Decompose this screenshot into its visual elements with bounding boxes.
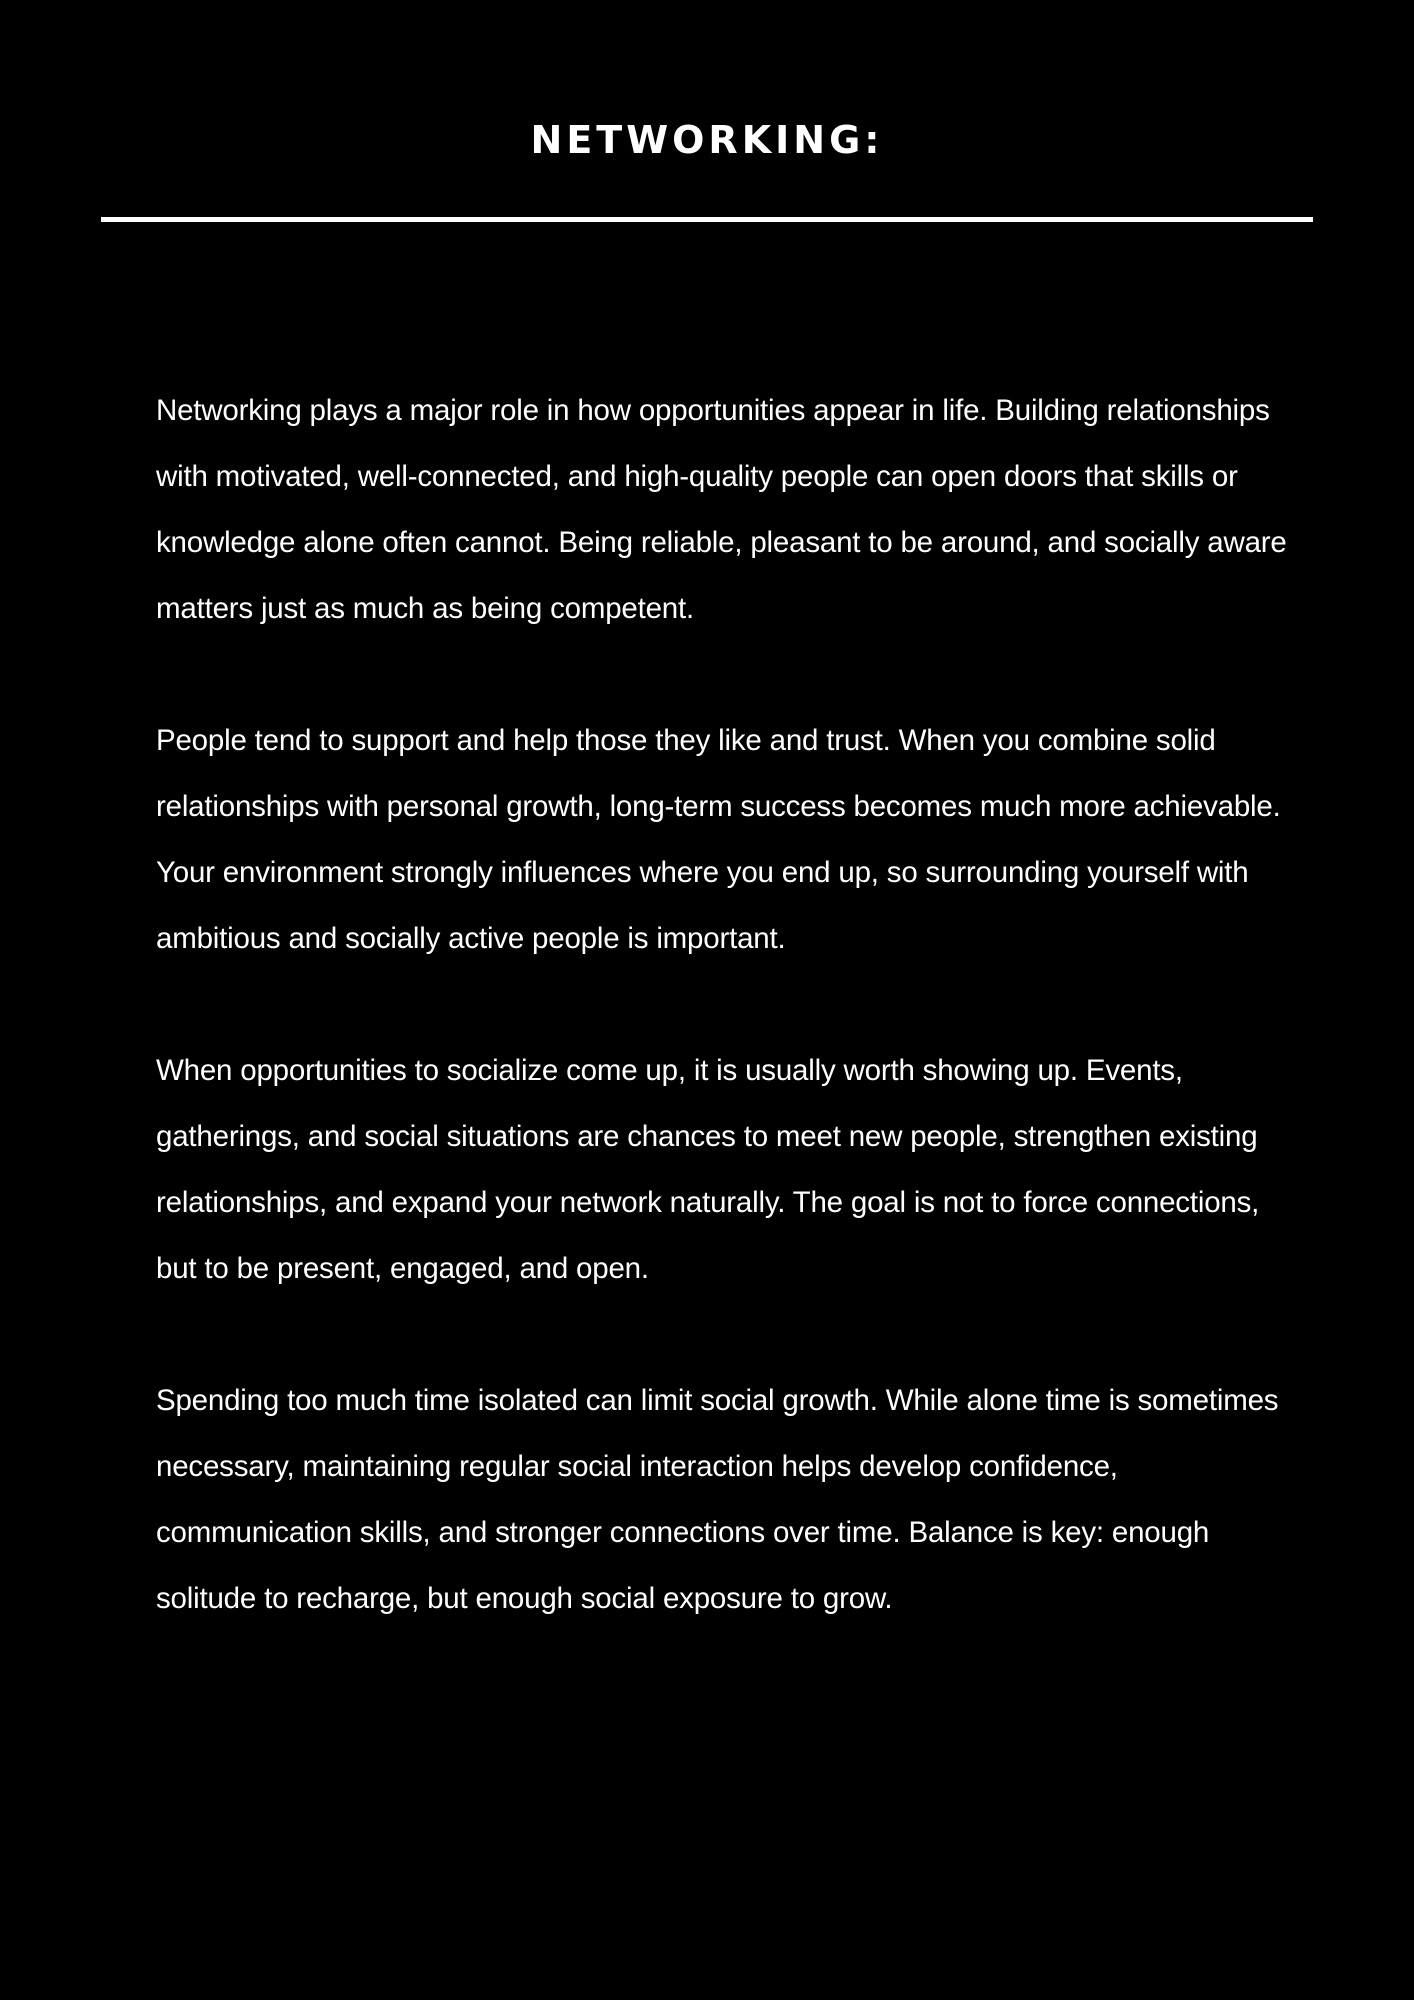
- page-title: NETWORKING:: [530, 118, 884, 162]
- paragraph-spacer: [156, 642, 1296, 708]
- paragraph-spacer: [156, 1302, 1296, 1368]
- paragraph-4: When opportunities to socialize come up, it is usually worth showing up. Events, gatherings, and social situations are chances to meet new people, strengthen existing relationships, and expand your network naturally. The goal is not to force connections, but to be present, engaged, and open.: [156, 1054, 1260, 1285]
- paragraph-3: Your environment strongly influences where you end up, so surrounding yourself with ambitious and socially active people is important.: [156, 856, 1249, 955]
- body-text: [156, 378, 1296, 1632]
- paragraph-5: Spending too much time isolated can limit social growth. While alone time is sometimes necessary, maintaining regular social interaction helps develop confidence, communication skills, and stronger connections over time. Balance is key: enough solitude to recharge, but enough social exposure to grow.: [156, 1384, 1279, 1615]
- title-divider: [101, 217, 1313, 222]
- paragraph-spacer: [156, 972, 1296, 1038]
- paragraph-1: Networking plays a major role in how opportunities appear in life. Building relationships with motivated, well-connected, and high-quality people can open doors that skills or knowledge alone often cannot. Being reliable, pleasant to be around, and socially aware matters just as much as being competent.: [156, 394, 1287, 625]
- paragraph-2: People tend to support and help those they like and trust. When you combine solid relationships with personal growth, long-term success becomes much more achievable.: [156, 724, 1281, 823]
